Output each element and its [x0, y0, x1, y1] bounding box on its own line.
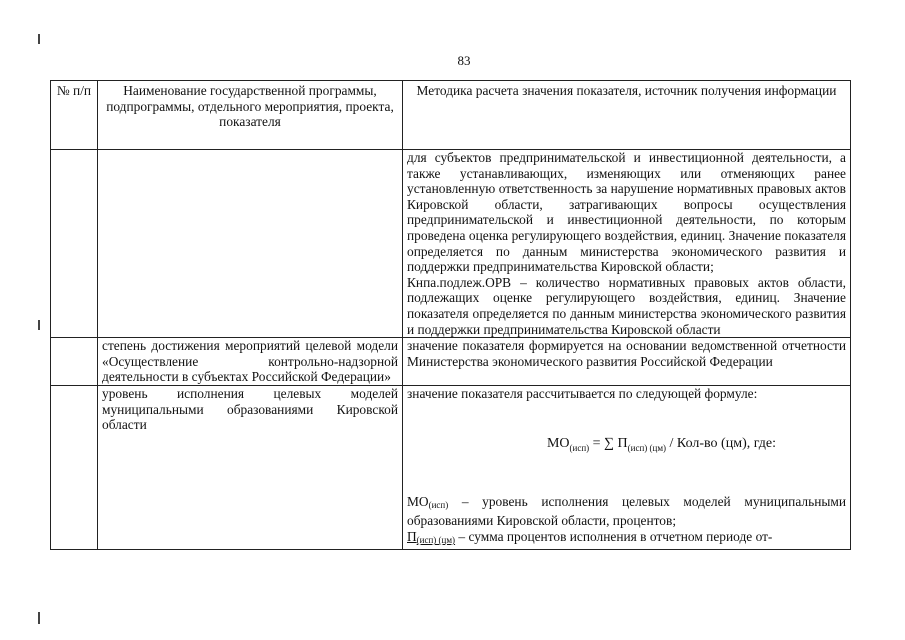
- row-name: степень достижения мероприятий целевой модели «Осуществление контрольно-надзорной деятельности в субъектах Российской Федерации»: [98, 338, 403, 386]
- margin-mark: [38, 320, 40, 330]
- def-symbol: П: [407, 529, 417, 545]
- formula-lhs: МО: [546, 435, 570, 451]
- def-symbol: МО: [407, 493, 429, 509]
- indicator-table: [50, 80, 851, 550]
- formula-eq: = ∑ П: [589, 435, 628, 451]
- formula-rest: / Кол-во (цм), где:: [666, 435, 777, 451]
- margin-mark: [38, 612, 40, 624]
- method-paragraph: Кнпа.подлеж.ОРВ – количество нормативных правовых актов области, подлежащих оценке регулирующего воздействия, единиц. Значение показателя определяется по данным министерства экономического развития и поддержки предпринимательства Кировской области: [407, 274, 846, 337]
- row-name: [98, 150, 403, 338]
- definition: [407, 529, 846, 549]
- table-row: [51, 338, 851, 386]
- header-name: Наименование государственной программы, подпрограммы, отдельного мероприятия, проекта, показателя: [98, 81, 403, 150]
- def-symbol-sub: (исп): [428, 499, 449, 510]
- formula-lhs-sub: (исп): [569, 442, 590, 453]
- definition: [407, 494, 846, 529]
- header-number: № п/п: [51, 81, 98, 150]
- table-row: [51, 150, 851, 338]
- row-number: [51, 150, 98, 338]
- row-method: [403, 385, 851, 549]
- method-intro: значение показателя рассчитывается по следующей формуле:: [407, 385, 758, 401]
- def-symbol-sub: (исп) (цм): [416, 535, 456, 546]
- row-number: [51, 338, 98, 386]
- method-paragraph: для субъектов предпринимательской и инвестиционной деятельности, а также устанавливающих, изменяющих или отменяющих ранее установленную ответственность за нарушение нормативных правовых актов Кировской области, затрагивающих вопросы осуществления предпринимательской и инвестиционной деятельности, по которым проведена оценка регулирующего воздействия, единиц. Значение показателя определяется по данным министерства экономического развития и поддержки предпринимательства Кировской области;: [407, 150, 846, 275]
- table-row: [51, 385, 851, 549]
- row-method: значение показателя формируется на основании ведомственной отчетности Министерства экономического развития Российской Федерации: [403, 338, 851, 386]
- row-method: [403, 150, 851, 338]
- row-number: [51, 385, 98, 549]
- page-number: 83: [457, 53, 471, 68]
- formula: [407, 436, 846, 456]
- row-name: уровень исполнения целевых моделей муниципальными образованиями Кировской области: [98, 385, 403, 549]
- header-method: Методика расчета значения показателя, источник получения информации: [403, 81, 851, 150]
- formula-p-sub: (исп) (цм): [627, 442, 667, 453]
- margin-mark: [38, 34, 40, 44]
- table-header-row: [51, 81, 851, 150]
- def-text: – сумма процентов исполнения в отчетном периоде от-: [455, 529, 773, 545]
- def-text: – уровень исполнения целевых моделей муниципальными образованиями Кировской области, процентов;: [407, 493, 846, 529]
